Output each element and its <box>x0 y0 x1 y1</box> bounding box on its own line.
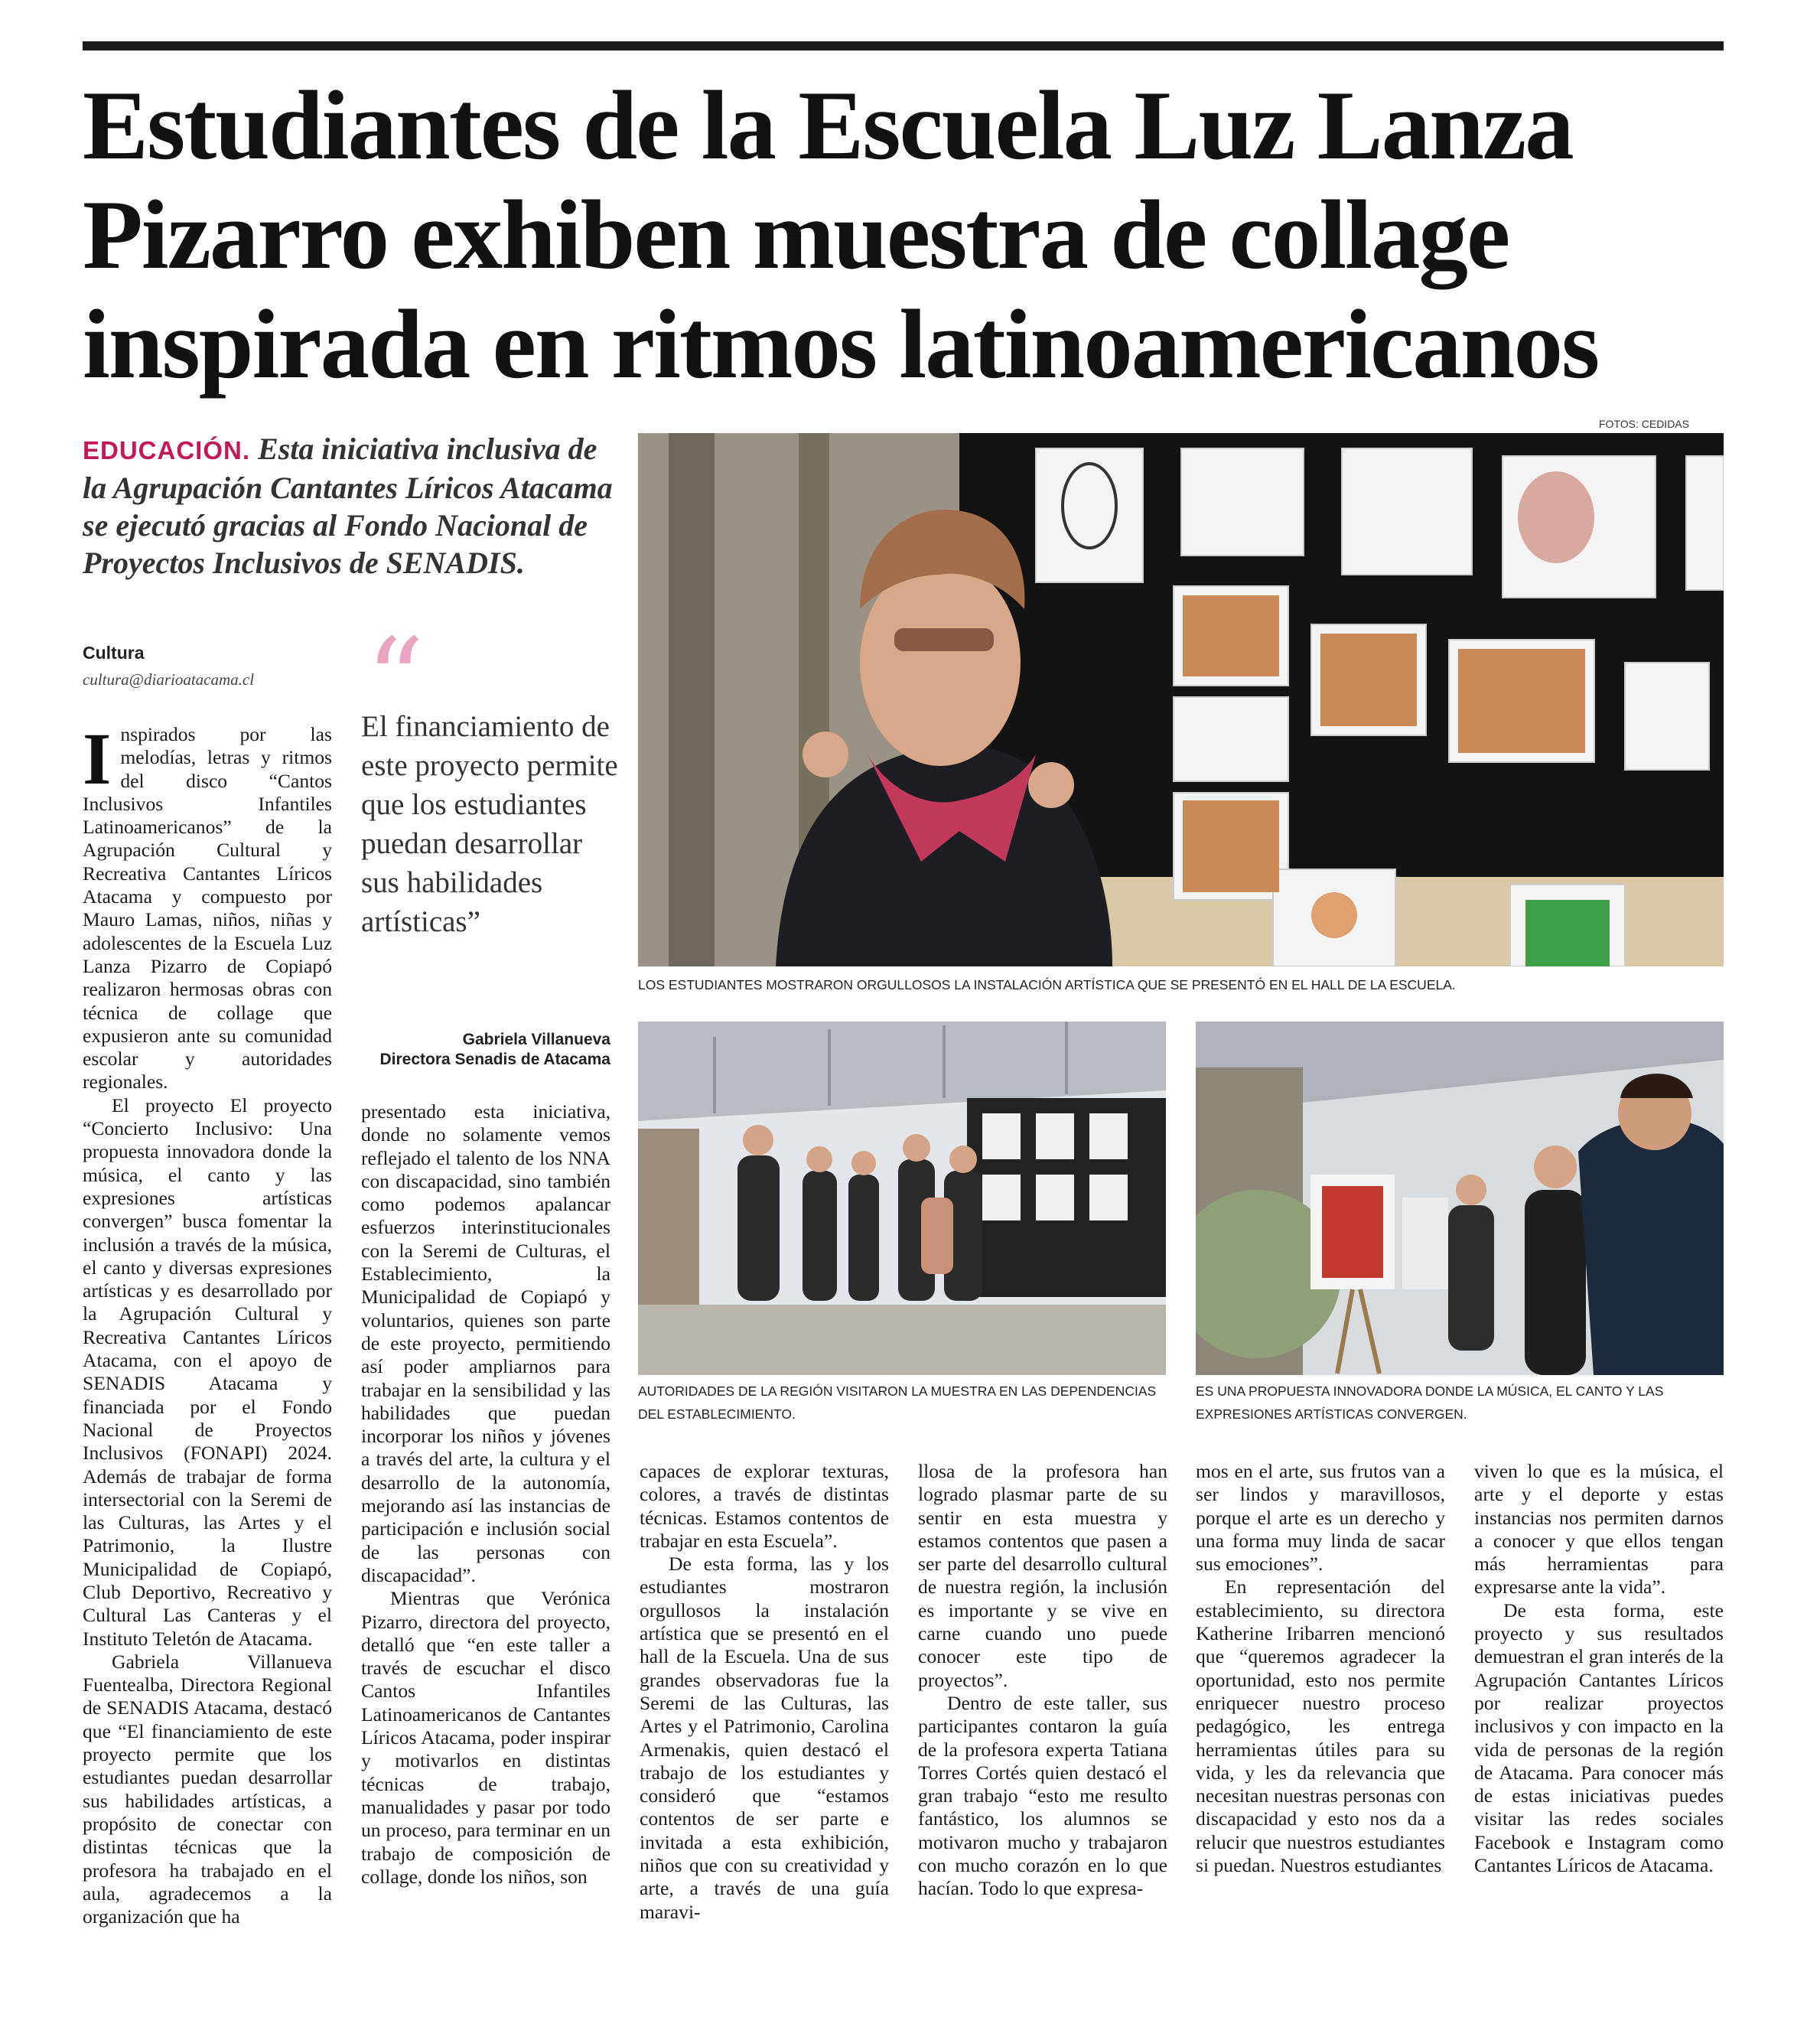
quote-author-name: Gabriela Villanueva <box>462 1031 610 1048</box>
pull-quote: El financiamiento de este proyecto permite que los estudiantes puedan desarrollar sus habilidades artísticas” <box>361 710 618 938</box>
quote-mark-icon: “ <box>366 614 425 748</box>
main-photo <box>638 433 1724 966</box>
left-photo-caption: AUTORIDADES DE LA REGIÓN VISITARON LA MUESTRA EN LAS DEPENDENCIAS DEL ESTABLECIMIENTO. <box>638 1383 1157 1422</box>
article-column-5 <box>1196 1460 1445 1877</box>
main-photo-caption: LOS ESTUDIANTES MOSTRARON ORGULLOSOS LA INSTALACIÓN ARTÍSTICA QUE SE PRESENTÓ EN EL HALL DE LA ESCUELA. <box>638 977 1456 992</box>
left-photo <box>638 1022 1166 1375</box>
article-column-1 <box>83 718 332 1928</box>
col6-paragraph-1: viven lo que es la música, el arte y el deporte y estas instancias nos permiten darnos a conocer y que ellos tengan más herramientas para expresarse ante la vida”. <box>1474 1460 1724 1598</box>
right-photo <box>1196 1022 1724 1375</box>
headline-line-2: Pizarro exhiben muestra de collage <box>83 180 1509 289</box>
top-rule <box>83 41 1724 51</box>
headline-line-3: inspirada en ritmos latinoamericanos <box>83 289 1599 399</box>
drop-cap: I <box>83 718 112 800</box>
left-photo-illustration <box>638 1022 1166 1375</box>
lead-text: Esta iniciativa inclusiva de la Agrupación Cantantes Líricos Atacama se ejecutó gracias al Fondo Nacional de Proyectos Inclusivos de SENADIS. <box>83 432 613 580</box>
col4-paragraph-2: Dentro de este taller, sus participantes contaron la guía de la profesora experta Tatiana Torres Cortés quien destacó el gran trabajo “esto me resulto fantástico, los alumnos se motivaron mucho y trabajaron con mucho corazón en lo que hacían. Todo lo que expresa- <box>918 1691 1167 1900</box>
article-column-6 <box>1474 1460 1724 1877</box>
headline-line-1: Estudiantes de la Escuela Luz Lanza <box>83 70 1573 180</box>
col5-paragraph-2: En representación del establecimiento, su directora Katherine Iribarren mencionó que “queremos agradecer la oportunidad, esto nos permite enriquecer nuestro proceso pedagógico, les entrega herramientas útiles para su vida, y les da relevancia que necesitan nuestras personas con discapacidad y esto nos da a relucir que nuestros estudiantes si puedan. Nuestros estudiantes <box>1196 1576 1445 1877</box>
col2-paragraph-2: Mientras que Verónica Pizarro, directora del proyecto, detalló que “en este taller a través de escuchar el disco Cantos Infantiles Latinoamericanos de Cantantes Líricos Atacama, poder inspirar y motivarlos en distintas técnicas de trabajo, manualidades y pasar por todo un proceso, para terminar en un trabajo de composición de collage, donde los niños, son <box>361 1587 610 1888</box>
section-kicker: EDUCACIÓN. <box>83 436 251 464</box>
quote-author-role: Directora Senadis de Atacama <box>379 1051 610 1068</box>
right-photo-illustration <box>1196 1022 1724 1375</box>
right-photo-caption: ES UNA PROPUESTA INNOVADORA DONDE LA MÚSICA, EL CANTO Y LAS EXPRESIONES ARTÍSTICAS CONVERGEN. <box>1196 1383 1664 1422</box>
byline-section: Cultura <box>83 643 145 663</box>
article-column-4 <box>918 1460 1167 1901</box>
quote-attribution <box>361 1030 610 1070</box>
col3-paragraph-1: capaces de explorar texturas, colores, a través de distintas técnicas. Estamos contentos de trabajar en esta Escuela”. <box>640 1460 889 1552</box>
col4-paragraph-1: llosa de la profesora han logrado plasmar parte de su sentir en esta muestra y estamos contentos que pasen a ser parte del desarrollo cultural de nuestra región, la inclusión es importante y se vive en carne cuando uno puede conocer este tipo de proyectos”. <box>918 1460 1167 1691</box>
byline-email: cultura@diarioatacama.cl <box>83 670 255 689</box>
lead-paragraph <box>83 430 618 582</box>
photo-credit: FOTOS: CEDIDAS <box>1599 418 1689 430</box>
col3-paragraph-2: De esta forma, las y los estudiantes mostraron orgullosos la instalación artística que se presentó en el hall de la Escuela. Una de sus grandes observadoras fue la Seremi de las Culturas, las Artes y el Patrimonio, Carolina Armenakis, quien destacó el trabajo de los estudiantes y consideró que “estamos contentos de ser parte e invitada a esta exhibición, niños que con su creatividad y arte, a través de una guía maravi- <box>640 1553 889 1923</box>
col5-paragraph-1: mos en el arte, sus frutos van a ser lindos y maravillosos, porque el arte es un derecho y una forma muy linda de sacar sus emociones”. <box>1196 1460 1445 1576</box>
main-photo-illustration <box>638 433 1724 966</box>
col2-paragraph-1: presentado esta iniciativa, donde no solamente vemos reflejado el talento de los NNA con discapacidad, sino también como podemos apalancar esfuerzos interinstitucionales con la Seremi de Culturas, el Establecimiento, la Municipalidad de Copiapó y voluntarios, quienes son parte de este proyecto, permitiendo así poder ampliarnos para trabajar en la sensibilidad y las habilidades que puedan incorporar los niños y jóvenes a través del arte, la cultura y el desarrollo de la autonomía, mejorando así las instancias de participación e inclusión social de las personas con discapacidad”. <box>361 1100 610 1586</box>
col1-paragraph-1: nspirados por las melodías, letras y ritmos del disco “Cantos Inclusivos Infantiles Latinoamericanos” de la Agrupación Cultural y Recreativa Cantantes Líricos Atacama y compuesto por Mauro Lamas, niños, niñas y adolescentes de la Escuela Luz Lanza Pizarro de Copiapó realizaron hermosas obras con técnica de collage que expusieron ante su comunidad escolar y autoridades regionales. <box>83 723 332 1093</box>
article-column-2 <box>361 1100 610 1888</box>
col1-paragraph-2: El proyecto El proyecto “Concierto Inclusivo: Una propuesta innovadora donde la música, el canto y las expresiones artísticas convergen” busca fomentar la inclusión a través de la música, el canto y diversas expresiones artísticas y es desarrollado por la Agrupación Cultural y Recreativa Cantantes Líricos Atacama, con el apoyo de SENADIS Atacama y financiada por el Fondo Nacional de Proyectos Inclusivos (FONAPI) 2024. Además de trabajar de forma intersectorial con la Seremi de las Culturas, las Artes y el Patrimonio, la Ilustre Municipalidad de Copiapó, Club Deportivo, Recreativo y Cultural Las Canteras y el Instituto Teletón de Atacama. <box>83 1093 332 1650</box>
headline <box>83 70 1750 399</box>
col1-paragraph-3: Gabriela Villanueva Fuentealba, Directora Regional de SENADIS Atacama, destacó que “El financiamiento de este proyecto permite que los estudiantes puedan desarrollar sus habilidades artísticas, a propósito de conectar con distintas técnicas que la profesora ha trabajado en el aula, agradecemos a la organización que ha <box>83 1650 332 1928</box>
article-column-3 <box>640 1460 889 1924</box>
col6-paragraph-2: De esta forma, este proyecto y sus resultados demuestran el gran interés de la Agrupación Cantantes Líricos por realizar proyectos inclusivos y con impacto en la vida de personas de la región de Atacama. Para conocer más de estas iniciativas puedes visitar las redes sociales Facebook e Instagram como Cantantes Líricos de Atacama. <box>1474 1598 1724 1877</box>
